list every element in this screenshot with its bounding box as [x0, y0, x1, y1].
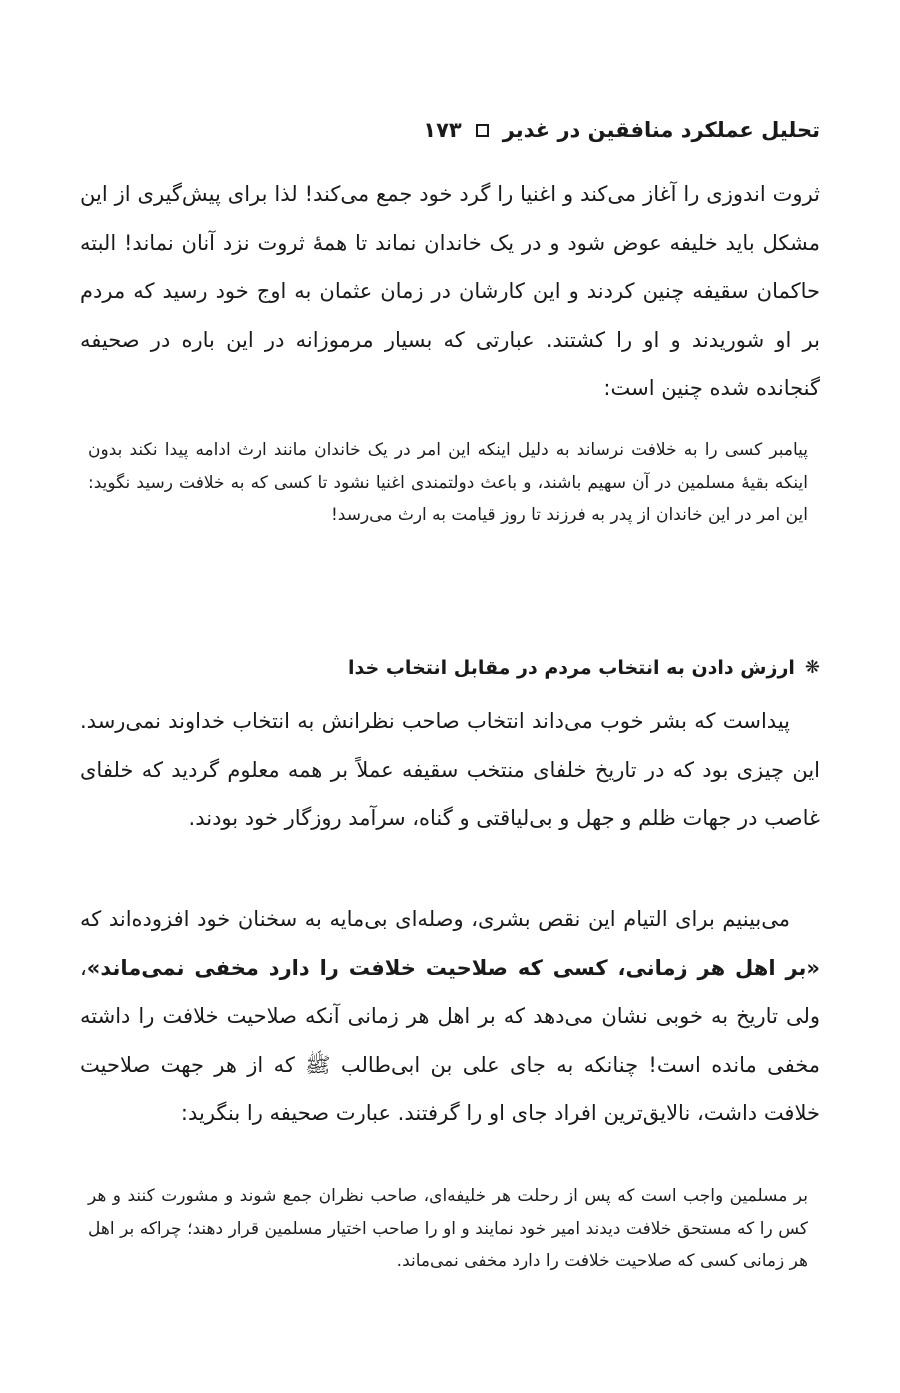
page-number: ۱۷۳ — [423, 118, 462, 142]
section-heading — [80, 650, 820, 686]
chapter-title: تحلیل عملکرد منافقین در غدیر — [502, 118, 820, 142]
paragraph-2: پیداست که بشر خوب می‌داند انتخاب صاحب نظرانش به انتخاب خداوند نمی‌رسد. این چیزی بود که در تاریخ خلفای منتخب سقیفه عملاً بر همه معلوم گردید که خلفای غاصب در جهات ظلم و جهل و بی‌لیاقتی و گناه، سرآمد روزگار خود بودند. — [80, 709, 820, 830]
paragraph-3-rest: ، ولی تاریخ به خوبی نشان می‌دهد که بر اهل هر زمانی آنکه صلاحیت خلافت را داشته مخفی مانده است! چنانکه به جای علی بن ابی‌طالب ﷺ که از هر جهت صلاحیت خلافت داشت، نالایق‌ترین افراد جای او را گرفتند. عبارت صحیفه را بنگرید: — [80, 955, 820, 1125]
quote-block-1: پیامبر کسی را به خلافت نرساند به دلیل اینکه این امر در یک خاندان مانند ارث ادامه پیدا نکند بدون اینکه بقیهٔ مسلمین در آن سهیم باشند، و باعث دولتمندی اغنیا نشود تا کسی که به خلافت رسید نگوید: این امر در این خاندان از پدر به فرزند تا روز قیامت به ارث می‌رسد! — [88, 440, 808, 525]
paragraph-1: ثروت اندوزی را آغاز می‌کند و اغنیا را گرد خود جمع می‌کند! لذا برای پیش‌گیری از این مشکل باید خلیفه عوض شود و در یک خاندان نماند تا همهٔ ثروت نزد آنان نماند! البته حاکمان سقیفه چنین کردند و این کارشان در زمان عثمان به اوج خود رسید که مردم بر او شوریدند و او را کشتند. عبارتی که بسیار مرموزانه در این باره در صحیفه گنجانده شده چنین است: — [80, 182, 820, 400]
quote-block-2: بر مسلمین واجب است که پس از رحلت هر خلیفه‌ای، صاحب نظران جمع شوند و مشورت کنند و هر کس را که مستحق خلافت دیدند امیر خود نمایند و او را صاحب اختیار مسلمین قرار دهند؛ چراکه بر اهل هر زمانی کسی که صلاحیت خلافت را دارد مخفی نمی‌ماند. — [88, 1186, 808, 1271]
paragraph-3 — [80, 895, 820, 1138]
running-header — [80, 112, 820, 148]
paragraph-3-lead: می‌بینیم برای التیام این نقص بشری، وصله‌ای بی‌مایه به سخنان خود افزوده‌اند که — [80, 907, 790, 931]
asterism-icon: ❋ — [804, 657, 820, 678]
book-page — [80, 0, 820, 1393]
paragraph-3-bold-quote: «بر اهل هر زمانی، کسی که صلاحیت خلافت را دارد مخفی نمی‌ماند» — [86, 955, 820, 980]
section-title: ارزش دادن به انتخاب مردم در مقابل انتخاب خدا — [348, 657, 795, 679]
separator-square-icon — [476, 124, 489, 137]
